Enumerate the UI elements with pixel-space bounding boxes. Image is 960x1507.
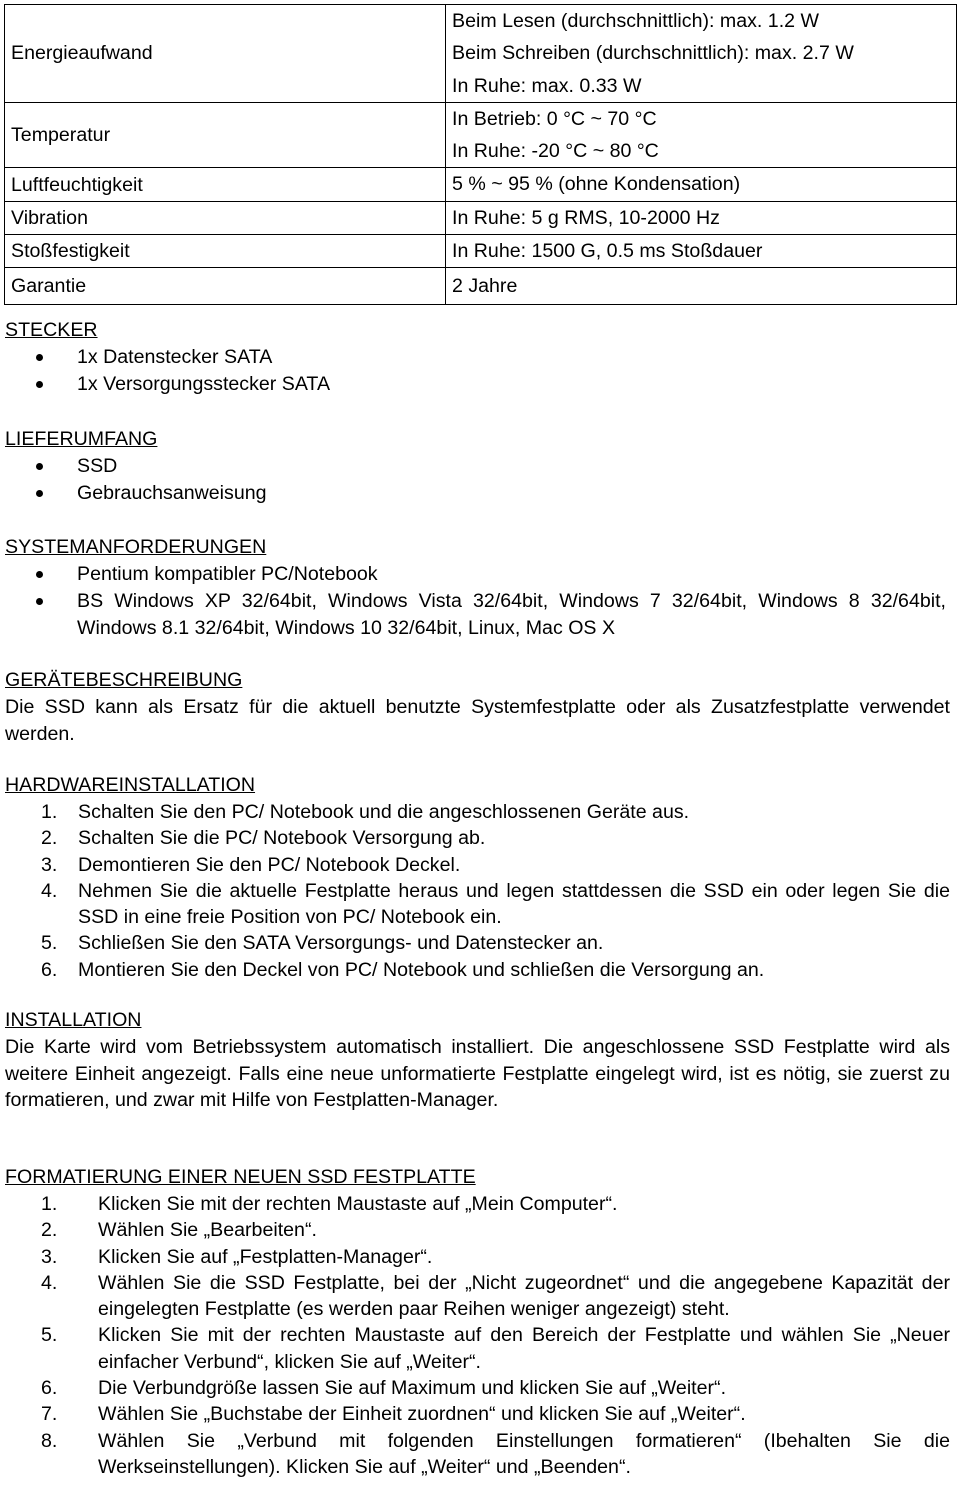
list-number: 1. xyxy=(41,801,58,823)
list-number: 4. xyxy=(41,879,58,902)
bullet-list xyxy=(5,561,950,642)
section-heading: SYSTEMANFORDERUNGEN xyxy=(5,536,267,558)
spec-value-line: Beim Schreiben (durchschnittlich): max. 2.7 W xyxy=(452,42,854,65)
list-text: Wählen Sie die SSD Festplatte, bei der „Nicht zugeordnet“ und die angegebene Kapazität der eingelegten Festplatte (es werden paar Reihen weniger angezeigt) steht. xyxy=(98,1271,950,1321)
list-text: Schalten Sie die PC/ Notebook Versorgung ab. xyxy=(78,827,486,850)
list-number: 2. xyxy=(41,827,58,850)
list-item xyxy=(5,1217,950,1243)
list-item xyxy=(5,930,950,956)
list-item xyxy=(5,1428,950,1481)
spec-value xyxy=(446,102,957,168)
list-text: Montieren Sie den Deckel von PC/ Notebook und schließen die Versorgung an. xyxy=(78,958,765,981)
list-number: 3. xyxy=(41,853,58,876)
section-heading: FORMATIERUNG EINER NEUEN SSD FESTPLATTE xyxy=(5,1166,476,1188)
section-heading: STECKER xyxy=(5,319,98,341)
list-text: Wählen Sie „Bearbeiten“. xyxy=(98,1219,317,1242)
spec-value xyxy=(446,268,957,305)
list-item xyxy=(5,1401,950,1427)
section-heading: HARDWAREINSTALLATION xyxy=(5,774,256,796)
list-text: Wählen Sie „Verbund mit folgenden Einstellungen formatieren“ (Ibehalten Sie die Werkseinstellungen). Klicken Sie auf „Weiter“ und „Beenden“. xyxy=(98,1429,950,1478)
list-text: Wählen Sie „Buchstabe der Einheit zuordnen“ und klicken Sie auf „Weiter“. xyxy=(98,1403,746,1426)
list-item: Gebrauchsanweisung xyxy=(5,480,950,507)
spec-value-line: Beim Lesen (durchschnittlich): max. 1.2 W xyxy=(452,10,819,32)
list-text: Schalten Sie den PC/ Notebook und die angeschlossenen Geräte aus. xyxy=(78,801,690,823)
list-item xyxy=(5,1270,950,1323)
spec-value-line: 5 % ~ 95 % (ohne Kondensation) xyxy=(452,173,741,196)
list-number: 8. xyxy=(41,1429,58,1452)
spec-label: Garantie xyxy=(5,268,446,305)
spec-label: Energieaufwand xyxy=(5,5,446,103)
spec-row-vibration xyxy=(5,201,957,234)
spec-value-line: 2 Jahre xyxy=(452,275,518,298)
spec-value-line: In Ruhe: 5 g RMS, 10-2000 Hz xyxy=(452,206,720,229)
spec-row-stossfestigkeit xyxy=(5,235,957,268)
section-formatierung xyxy=(5,1164,950,1480)
spec-value xyxy=(446,235,957,268)
spec-table xyxy=(4,4,957,305)
section-heading: INSTALLATION xyxy=(5,1009,142,1031)
bullet-list xyxy=(5,344,950,398)
spec-label: Stoßfestigkeit xyxy=(5,235,446,268)
section-lieferumfang xyxy=(5,426,950,507)
list-number: 4. xyxy=(41,1271,58,1294)
spec-value-line: In Betrieb: 0 °C ~ 70 °C xyxy=(452,107,657,130)
spec-row-garantie xyxy=(5,268,957,305)
list-item xyxy=(5,878,950,931)
list-text: Schließen Sie den SATA Versorgungs- und Datenstecker an. xyxy=(78,932,604,955)
spec-row-energieaufwand xyxy=(5,5,957,103)
spec-value-line: In Ruhe: max. 0.33 W xyxy=(452,74,642,97)
spec-label: Luftfeuchtigkeit xyxy=(5,168,446,201)
list-item xyxy=(5,1244,950,1270)
spec-label: Temperatur xyxy=(5,102,446,168)
list-number: 3. xyxy=(41,1245,58,1268)
section-systemanforderungen xyxy=(5,534,950,642)
numbered-list xyxy=(5,799,950,983)
section-text: Die SSD kann als Ersatz für die aktuell benutzte Systemfestplatte oder als Zusatzfestplatte verwendet werden. xyxy=(5,696,950,745)
section-heading: LIEFERUMFANG xyxy=(5,428,158,450)
list-text: Klicken Sie auf „Festplatten-Manager“. xyxy=(98,1245,433,1268)
spec-row-luftfeuchtigkeit xyxy=(5,168,957,201)
list-item xyxy=(5,1191,950,1217)
list-item xyxy=(5,1322,950,1375)
list-number: 6. xyxy=(41,958,58,981)
section-hardwareinstallation xyxy=(5,772,950,983)
spec-value-line: In Ruhe: 1500 G, 0.5 ms Stoßdauer xyxy=(452,240,763,263)
list-item xyxy=(5,852,950,878)
section-installation xyxy=(5,1007,950,1114)
section-stecker xyxy=(5,317,950,398)
list-number: 7. xyxy=(41,1403,58,1426)
spec-row-temperatur xyxy=(5,102,957,168)
section-geraetebeschreibung xyxy=(5,667,950,747)
list-text: Nehmen Sie die aktuelle Festplatte heraus und legen stattdessen die SSD ein oder legen Sie die SSD in eine freie Position von PC/ Notebook ein. xyxy=(78,879,950,929)
list-number: 6. xyxy=(41,1377,58,1400)
spec-value xyxy=(446,168,957,201)
list-text: Demontieren Sie den PC/ Notebook Deckel. xyxy=(78,853,461,876)
list-text: Klicken Sie mit der rechten Maustaste auf „Mein Computer“. xyxy=(98,1193,618,1215)
list-item xyxy=(5,799,950,825)
spec-value xyxy=(446,201,957,234)
list-item xyxy=(5,957,950,983)
section-heading: GERÄTEBESCHREIBUNG xyxy=(5,669,243,691)
list-number: 5. xyxy=(41,932,58,955)
list-item xyxy=(5,825,950,851)
spec-label: Vibration xyxy=(5,201,446,234)
list-text: Klicken Sie mit der rechten Maustaste auf den Bereich der Festplatte und wählen Sie „Neuer einfacher Verbund“, klicken Sie auf „Weiter“. xyxy=(98,1324,950,1373)
list-item xyxy=(5,1375,950,1401)
list-item: BS Windows XP 32/64bit, Windows Vista 32/64bit, Windows 7 32/64bit, Windows 8 32/64bit, Windows 8.1 32/64bit, Windows 10 32/64bit, Linux, Mac OS X xyxy=(5,588,950,642)
list-item: 1x Datenstecker SATA xyxy=(5,344,950,371)
list-number: 1. xyxy=(41,1193,58,1215)
spec-value-line: In Ruhe: -20 °C ~ 80 °C xyxy=(452,140,659,163)
section-text: Die Karte wird vom Betriebssystem automatisch installiert. Die angeschlossene SSD Festplatte wird als weitere Einheit angezeigt. Falls eine neue unformatierte Festplatte eingelegt wird, ist es nötig, sie zuerst zu formatieren, und zwar mit Hilfe von Festplatten-Manager. xyxy=(5,1036,950,1111)
bullet-list xyxy=(5,453,950,507)
list-item: Pentium kompatibler PC/Notebook xyxy=(5,561,950,588)
list-item: SSD xyxy=(5,453,950,480)
numbered-list xyxy=(5,1191,950,1480)
list-text: Die Verbundgröße lassen Sie auf Maximum und klicken Sie auf „Weiter“. xyxy=(98,1377,727,1400)
list-item: 1x Versorgungsstecker SATA xyxy=(5,371,950,398)
list-number: 5. xyxy=(41,1324,58,1347)
list-number: 2. xyxy=(41,1219,58,1242)
spec-value xyxy=(446,5,957,103)
